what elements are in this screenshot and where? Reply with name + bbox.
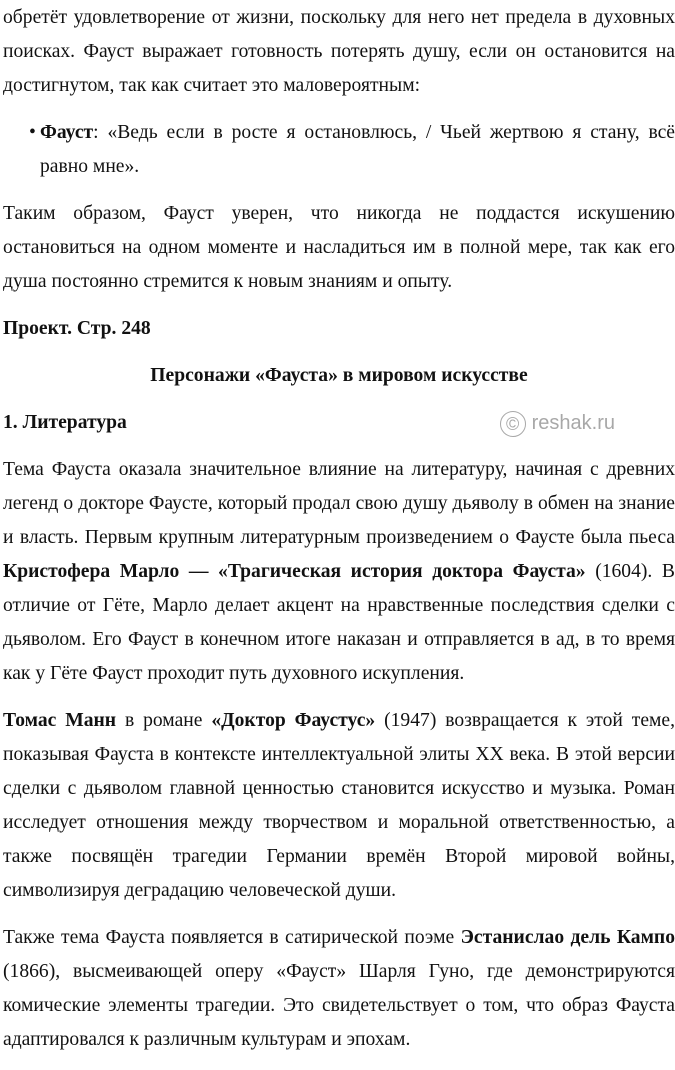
project-heading-text: Проект. Стр. 248: [3, 318, 151, 339]
section-heading-text: 1. Литература: [3, 412, 127, 433]
paragraph-marlowe: [3, 453, 675, 691]
project-heading: [3, 312, 675, 346]
document-page: [3, 1, 675, 1070]
page-title-text: Персонажи «Фауста» в мировом искусстве: [150, 365, 528, 386]
text: Также тема Фауста появляется в сатирической поэме: [3, 927, 461, 948]
text: (1866), высмеивающей оперу «Фауст» Шарля Гуно, где демонстрируются комические элементы трагедии. Это свидетельствует о том, что образ Фауста адаптировался к различным культурам и эпохам.: [3, 961, 675, 1050]
quote-text: : «Ведь если в росте я остановлюсь, / Чьей жертвою я стану, всё равно мне».: [40, 122, 675, 177]
bold-text: Томас Манн: [3, 710, 117, 731]
text: в романе: [116, 710, 212, 731]
watermark-group: [500, 406, 615, 440]
bold-text: Эстанислао дель Кампо: [460, 927, 675, 948]
paragraph-del-campo: [3, 921, 675, 1057]
text: (1947) возвращается к этой теме, показывая Фауста в контексте интеллектуальной элиты XX века. В этой версии сделки с дьяволом главной ценностью становится искусство и музыка. Роман исследует отношения между творчеством и моральной ответственностью, а также посвящён трагедии Германии времён Второй мировой войны, символизируя деградацию человеческой души.: [3, 710, 675, 901]
watermark: reshak.ru: [531, 412, 615, 434]
paragraph-conclusion: Таким образом, Фауст уверен, что никогда не поддастся искушению остановиться на одном моменте и насладиться им в полной мере, так как его душа постоянно стремится к новым знаниям и опыту.: [3, 203, 675, 292]
bullet-quote: [3, 116, 675, 184]
text: Тема Фауста оказала значительное влияние на литературу, начиная с древних легенд о докторе Фаусте, который продал свою душу дьяволу в обмен на знание и власть. Первым крупным литературным произведением о Фаусте была пьеса: [3, 459, 675, 548]
page-title: [3, 359, 675, 393]
text: (1604). В отличие от Гёте, Марло делает акцент на нравственные последствия сделки с дьяволом. Его Фауст в конечном итоге наказан и отправляется в ад, в то время как у Гёте Фауст проходит путь духовного искупления.: [3, 561, 675, 684]
copyright-watermark-icon: ©: [500, 411, 526, 437]
bold-text: Кристофера Марло — «Трагическая история доктора Фауста»: [3, 561, 586, 582]
paragraph-mann: [3, 704, 675, 908]
section-heading: [3, 406, 675, 440]
bold-text: «Доктор Фаустус»: [211, 710, 376, 731]
bullet-icon: •: [29, 122, 36, 143]
quote-speaker: Фауст: [40, 122, 94, 143]
paragraph-intro: обретёт удовлетворение от жизни, поскольку для него нет предела в духовных поисках. Фауст выражает готовность потерять душу, если он остановится на достигнутом, так как считает это маловероятным:: [3, 7, 675, 96]
